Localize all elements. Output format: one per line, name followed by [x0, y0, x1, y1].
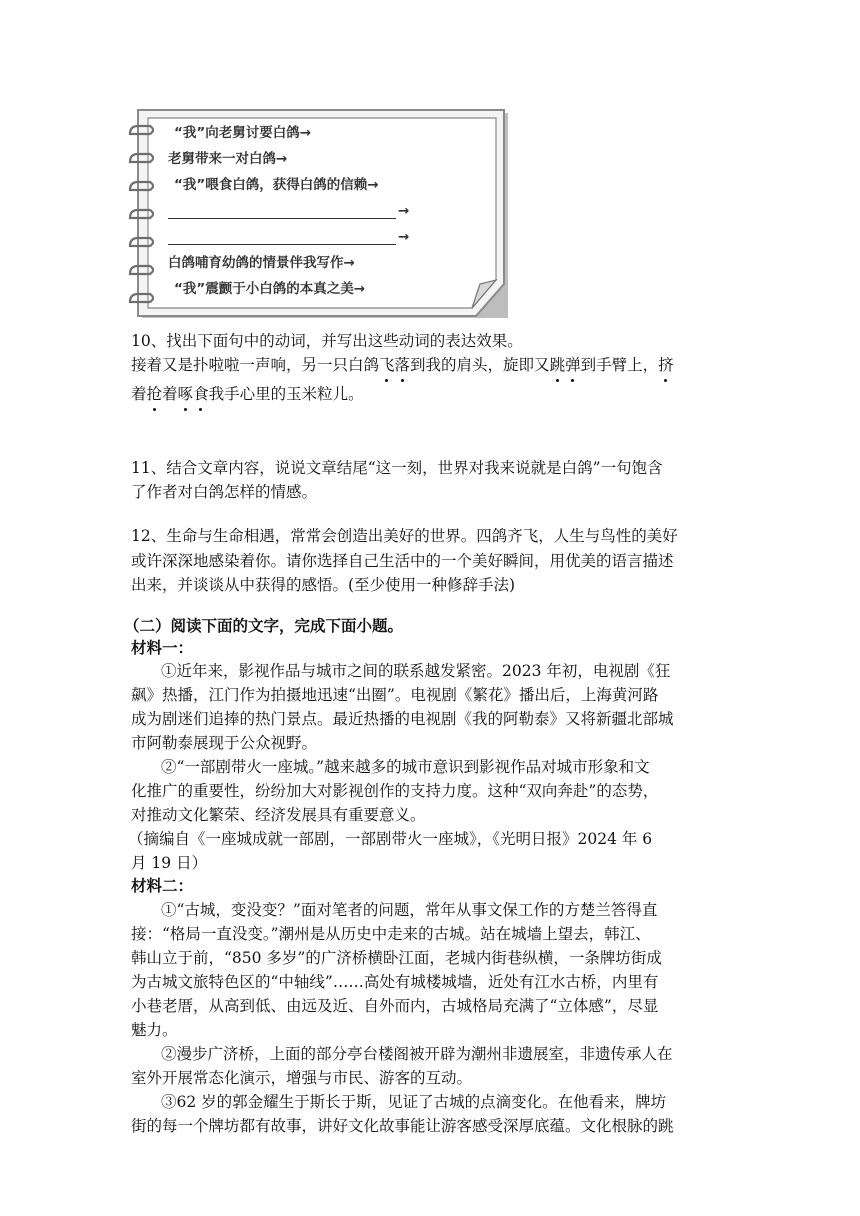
material-1-para2-line3: 对推动文化繁荣、经济发展具有重要意义。 [131, 806, 426, 824]
question-11-line2: 了作者对白鸽怎样的情感。 [131, 483, 318, 501]
question-12-line2: 或许深深地感染着你。请你选择自己生活中的一个美好瞬间，用优美的语言描述 [131, 552, 674, 570]
question-10-sentence-line1: 接着又是扑啦啦一声响，另一只白鸽飞落到我的肩头，旋即又跳弹到手臂上，挤 [131, 353, 731, 377]
material-2-para1-line6: 魅力。 [131, 1021, 178, 1039]
material-2-para1-line3: 韩山立于前，“850 多岁”的广济桥横卧江面，老城内街巷纵横，一条牌坊街成 [131, 949, 662, 967]
section-2-heading: （二）阅读下面的文字，完成下面小题。 [124, 616, 404, 635]
material-1-para1-line4: 市阿勒泰展现于公众视野。 [131, 734, 318, 752]
notebook-line: “我”喂食白鸽，获得白鸽的信赖→ [174, 177, 379, 193]
question-12-line3: 出来，并谈谈从中获得的感悟。(至少使用一种修辞手法) [131, 576, 516, 594]
material-2-para3-line2: 街的每一个牌坊都有故事，讲好文化故事能让游客感受深厚底蕴。文化根脉的跳 [131, 1117, 674, 1135]
notebook-lines [168, 120, 504, 302]
material-2-label: 材料二： [131, 876, 194, 895]
material-2-para1-line2: 接：“格局一直没变。”潮州是从历史中走来的古城。站在城墙上望去，韩江、 [131, 925, 651, 943]
question-10-title: 10、找出下面句中的动词，并写出这些动词的表达效果。 [131, 332, 523, 350]
material-1-source-line2: 月 19 日） [131, 854, 208, 872]
notebook-blank-line: → [168, 198, 504, 224]
material-1-para1-line1: ①近年来，影视作品与城市之间的联系越发紧密。2023 年初，电视剧《狂 [161, 662, 671, 680]
material-1-para2-line1: ②“一部剧带火一座城。”越来越多的城市意识到影视作品对城市形象和文 [161, 758, 650, 776]
material-1-para1-line3: 成为剧迷们追捧的热门景点。最近热播的电视剧《我的阿勒泰》又将新疆北部城 [131, 710, 674, 728]
material-2-para2-line1: ②漫步广济桥，上面的部分亭台楼阁被开辟为潮州非遗展室，非遗传承人在 [161, 1045, 673, 1063]
material-1-para2-line2: 化推广的重要性，纷纷加大对影视创作的支持力度。这种“双向奔赴”的态势， [131, 782, 659, 800]
notebook-line: “我”震颤于小白鸽的本真之美→ [174, 281, 366, 297]
material-1-label: 材料一： [131, 638, 194, 657]
notebook-blank-line: → [168, 224, 504, 250]
material-2-para1-line5: 小巷老厝，从高到低、由远及近、自外而内，古城格局充满了“立体感”，尽显 [131, 997, 659, 1015]
notebook-figure [128, 108, 518, 322]
material-2-para3-line1: ③62 岁的郭金耀生于斯长于斯，见证了古城的点滴变化。在他看来，牌坊 [161, 1093, 667, 1111]
question-11-line1: 11、结合文章内容，说说文章结尾“这一刻，世界对我来说就是白鸽”一句饱含 [131, 459, 663, 477]
question-12-line1: 12、生命与生命相遇，常常会创造出美好的世界。四鸽齐飞，人生与鸟性的美好 [131, 527, 678, 545]
material-2-para1-line4: 为古城文旅特色区的“中轴线”……高处有城楼城墙，近处有江水古桥，内里有 [131, 973, 659, 991]
material-2-para1-line1: ①“古城，变没变？”面对笔者的问题，常年从事文保工作的方楚兰答得直 [161, 901, 658, 919]
material-1-source-line1: （摘编自《一座城成就一部剧，一部剧带火一座城》，《光明日报》2024 年 6 [128, 830, 653, 848]
notebook-line: “我”向老舅讨要白鸽→ [174, 125, 312, 141]
question-10-sentence-line2: 着抢着啄食我手心里的玉米粒儿。 [131, 382, 731, 406]
notebook-line: 白鸽哺育幼鸽的情景伴我写作→ [168, 255, 355, 271]
material-2-para2-line2: 室外开展常态化演示，增强与市民、游客的互动。 [131, 1069, 473, 1087]
material-1-para1-line2: 飙》热播，江门作为拍摄地迅速“出圈”。电视剧《繁花》播出后，上海黄河路 [131, 686, 659, 704]
notebook-line: 老舅带来一对白鸽→ [168, 151, 288, 167]
